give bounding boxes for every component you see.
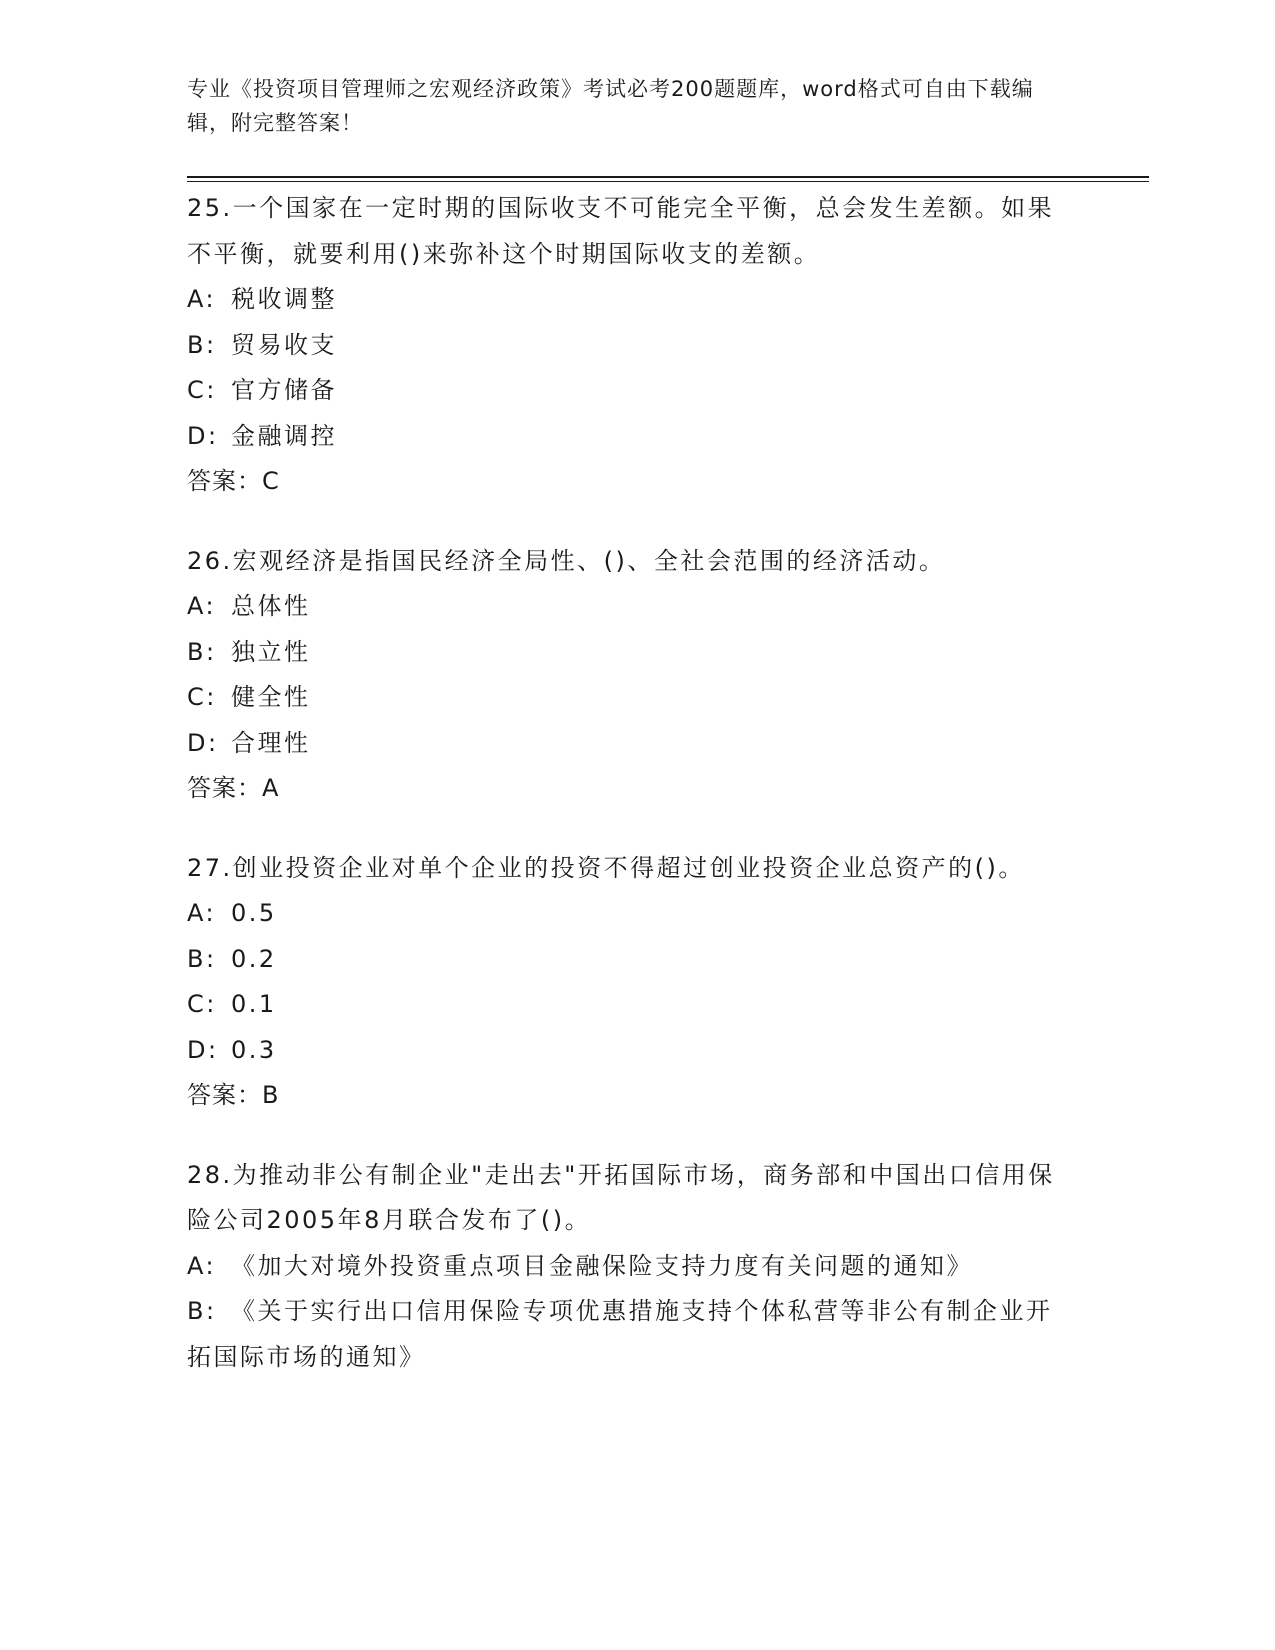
document-header: 专业《投资项目管理师之宏观经济政策》考试必考200题题库，word格式可自由下载编辑，附完整答案！ xyxy=(187,77,1034,135)
question-stem: 27.创业投资企业对单个企业的投资不得超过创业投资企业总资产的()。 xyxy=(187,853,1025,882)
option-text: 0.2 xyxy=(231,944,277,973)
option-label: D: xyxy=(187,728,219,757)
option-label: D: xyxy=(187,1035,219,1064)
option-c xyxy=(187,368,1067,414)
question-25 xyxy=(187,186,1067,505)
answer-line: 答案：B xyxy=(187,1081,280,1109)
option-text: 官方储备 xyxy=(231,376,337,404)
option-d xyxy=(187,1028,1067,1074)
option-label: D: xyxy=(187,421,219,450)
option-b xyxy=(187,937,1067,983)
answer-line: 答案：A xyxy=(187,774,280,802)
option-a xyxy=(187,584,1067,630)
option-a xyxy=(187,277,1067,323)
question-list xyxy=(187,186,1067,1414)
option-b xyxy=(187,323,1067,369)
option-d xyxy=(187,414,1067,460)
option-label: B: xyxy=(187,637,217,666)
option-text: 独立性 xyxy=(231,637,311,666)
option-text: 金融调控 xyxy=(231,421,337,450)
question-stem: 28.为推动非公有制企业"走出去"开拓国际市场，商务部和中国出口信用保险公司2005年8月联合发布了()。 xyxy=(187,1160,1055,1234)
option-text: 0.1 xyxy=(231,990,277,1018)
option-label: C: xyxy=(187,376,217,404)
option-label: B: xyxy=(187,330,217,359)
answer-line: 答案：C xyxy=(187,467,280,495)
option-label: A: xyxy=(187,285,217,313)
option-b xyxy=(187,630,1067,676)
question-28 xyxy=(187,1153,1067,1381)
option-text: 贸易收支 xyxy=(231,330,337,359)
option-label: B: xyxy=(187,1297,217,1325)
option-label: A: xyxy=(187,592,217,620)
question-26 xyxy=(187,539,1067,812)
option-text: 合理性 xyxy=(231,728,311,757)
question-27 xyxy=(187,846,1067,1119)
question-stem: 25.一个国家在一定时期的国际收支不可能完全平衡，总会发生差额。如果不平衡，就要利用()来弥补这个时期国际收支的差额。 xyxy=(187,194,1055,268)
option-d xyxy=(187,721,1067,767)
option-c xyxy=(187,675,1067,721)
option-label: C: xyxy=(187,683,217,711)
option-label: A: xyxy=(187,899,217,927)
option-text: 《加大对境外投资重点项目金融保险支持力度有关问题的通知》 xyxy=(231,1251,973,1280)
option-text: 0.5 xyxy=(231,899,277,927)
option-text: 税收调整 xyxy=(231,285,337,313)
option-text: 《关于实行出口信用保险专项优惠措施支持个体私营等非公有制企业开拓国际市场的通知》 xyxy=(187,1297,1053,1371)
option-text: 总体性 xyxy=(231,592,311,620)
option-label: B: xyxy=(187,944,217,973)
option-text: 0.3 xyxy=(231,1035,277,1064)
header-divider-thick xyxy=(187,176,1149,178)
option-c xyxy=(187,982,1067,1028)
option-b xyxy=(187,1289,1067,1380)
option-a xyxy=(187,891,1067,937)
option-text: 健全性 xyxy=(231,683,311,711)
question-stem: 26.宏观经济是指国民经济全局性、()、全社会范围的经济活动。 xyxy=(187,546,946,575)
option-label: A: xyxy=(187,1251,217,1280)
header-divider-thin xyxy=(187,181,1149,182)
option-label: C: xyxy=(187,990,217,1018)
option-a xyxy=(187,1244,1067,1290)
